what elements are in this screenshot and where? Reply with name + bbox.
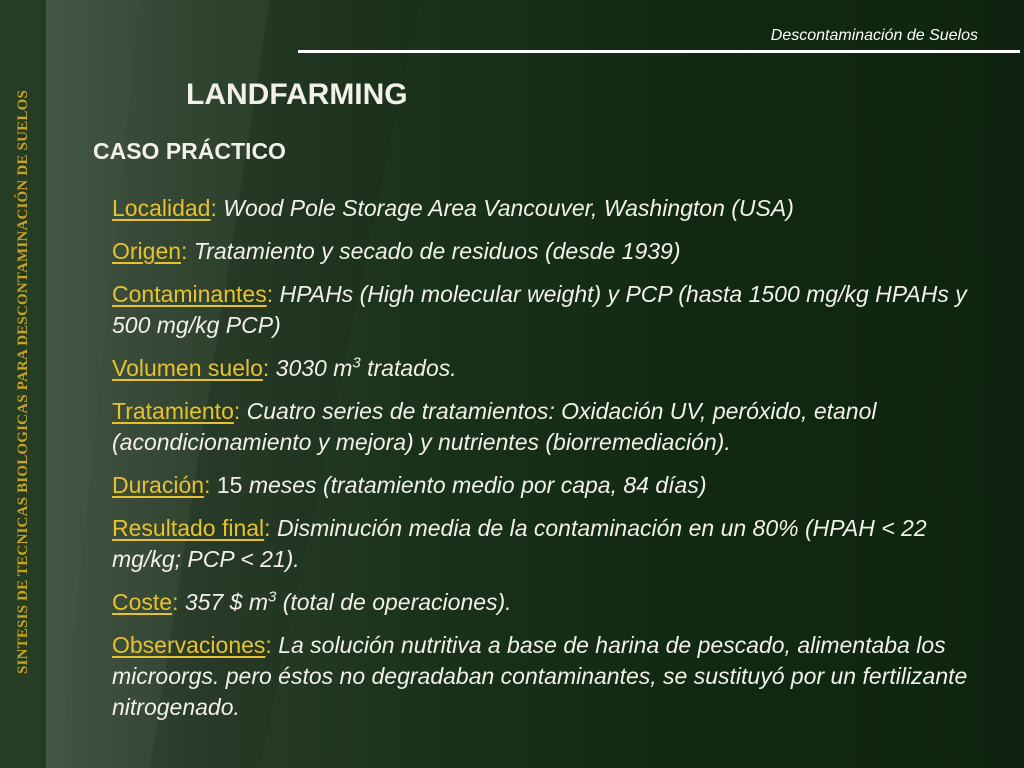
item-label: Tratamiento: [112, 398, 234, 424]
list-item-volumen-suelo: [112, 353, 992, 384]
item-value: Wood Pole Storage Area Vancouver, Washington (USA): [223, 195, 794, 221]
item-separator: :: [204, 472, 211, 498]
item-value-number: 15: [216, 472, 243, 498]
item-label: Coste: [112, 589, 173, 615]
item-separator: :: [210, 195, 217, 221]
item-separator: :: [264, 515, 271, 541]
case-details-list: [112, 193, 992, 735]
item-value: meses (tratamiento medio por capa, 84 días): [248, 472, 707, 498]
item-separator: :: [262, 355, 270, 381]
item-label: Localidad: [112, 195, 211, 221]
side-banner: [0, 0, 46, 768]
list-item-resultado-final: [112, 513, 992, 575]
side-banner-text: SINTESIS DE TECNICAS BIOLOGICAS PARA DESCONTAMINACIÓN DE SUELOS: [15, 90, 31, 674]
list-item-localidad: [112, 193, 992, 224]
list-item-tratamiento: [112, 396, 992, 458]
item-label: Origen: [112, 238, 182, 264]
item-value: La solución nutritiva a base de harina de pescado, alimentaba los microorgs. pero éstos no degradaban contaminantes, se sustituyó por un fertilizante nitrogenado.: [112, 632, 968, 720]
item-value: [185, 589, 512, 615]
item-separator: :: [233, 398, 241, 424]
item-value: HPAHs (High molecular weight) y PCP (hasta 1500 mg/kg HPAHs y 500 mg/kg PCP): [112, 281, 967, 338]
list-item-observaciones: [112, 630, 992, 723]
item-value-rest: (total de operaciones).: [276, 589, 512, 615]
item-label: Observaciones: [112, 632, 266, 658]
item-separator: :: [266, 281, 274, 307]
superscript: 3: [352, 354, 361, 372]
list-item-coste: [112, 587, 992, 618]
item-value: Disminución media de la contaminación en un 80% (HPAH < 22 mg/kg; PCP < 21).: [112, 515, 927, 572]
item-separator: :: [181, 238, 188, 264]
item-value-number: 3030 m: [275, 355, 353, 381]
list-item-contaminantes: [112, 279, 992, 341]
item-value: Cuatro series de tratamientos: Oxidación UV, peróxido, etanol (acondicionamiento y mejora) y nutrientes (biorremediación).: [112, 398, 877, 455]
slide-subtitle: CASO PRÁCTICO: [93, 138, 286, 164]
slide-title: LANDFARMING: [186, 78, 408, 111]
item-value-rest: tratados.: [360, 355, 457, 381]
header-divider: [298, 50, 1020, 53]
superscript: 3: [267, 588, 277, 606]
item-separator: :: [265, 632, 272, 658]
item-label: Resultado final: [112, 515, 265, 541]
item-value-number: 357 $ m: [184, 589, 268, 615]
item-label: Volumen suelo: [112, 355, 263, 381]
item-value: [276, 355, 457, 381]
list-item-origen: [112, 236, 992, 267]
item-separator: :: [172, 589, 179, 615]
header-title: Descontaminación de Suelos: [770, 27, 978, 44]
item-value: Tratamiento y secado de residuos (desde 1939): [193, 238, 681, 264]
item-label: Contaminantes: [112, 281, 267, 307]
list-item-duracion: [112, 470, 992, 501]
item-label: Duración: [112, 472, 205, 498]
